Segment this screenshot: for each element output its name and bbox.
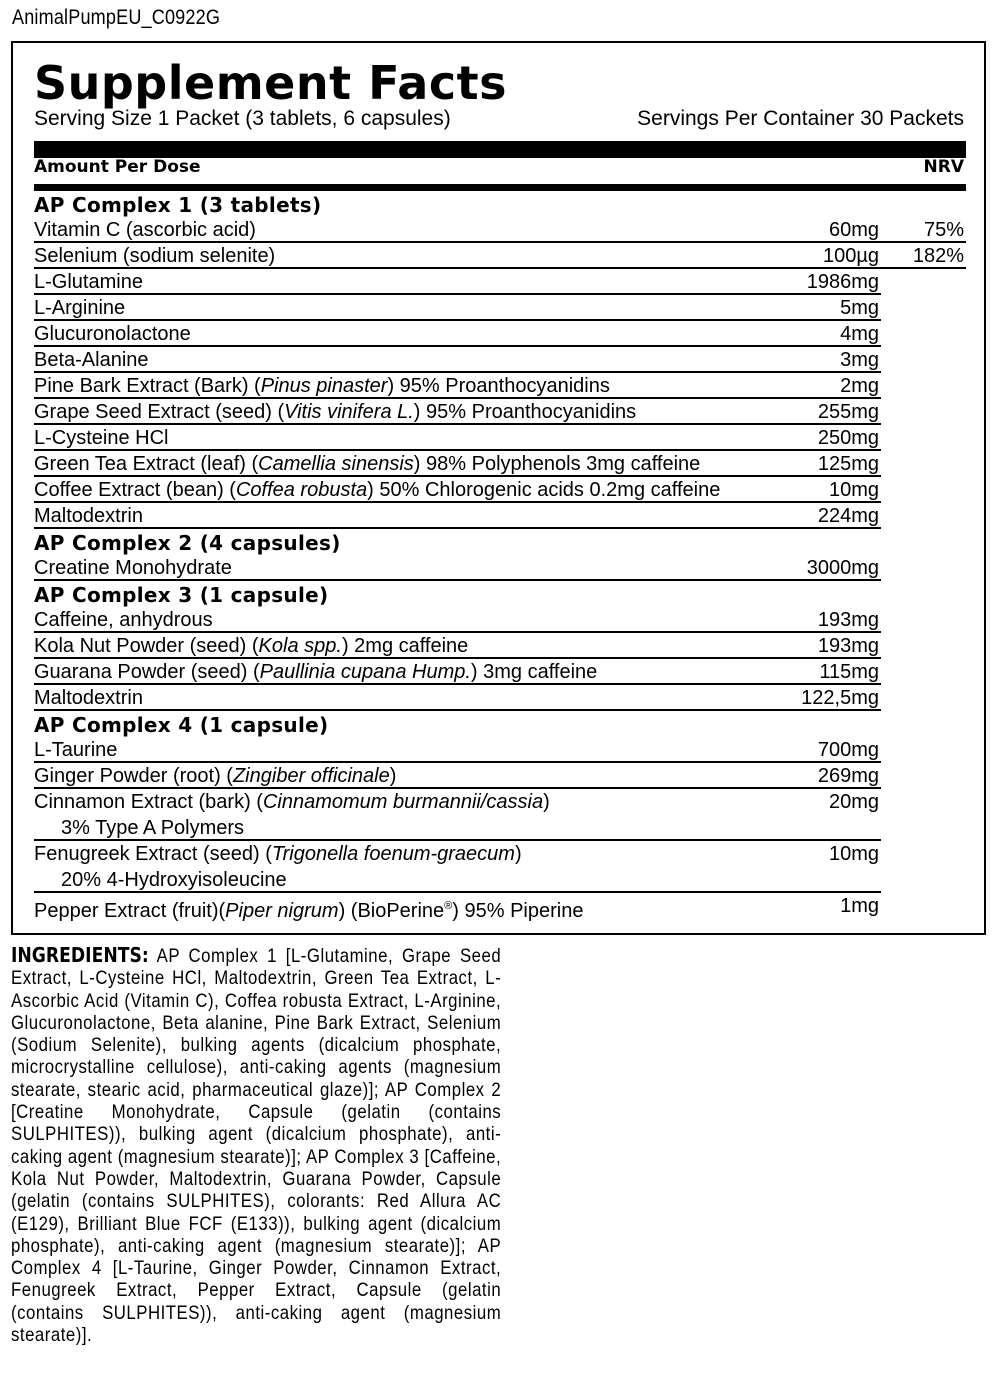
table-row [34,295,966,321]
botanical-name: Camellia sinensis [258,453,414,475]
table-row [34,373,966,399]
nutrient-name [34,349,149,371]
amount-value: 122,5mg [801,687,879,709]
table-row [34,321,966,347]
name-text-suffix: ) 95% Proanthocyanidins [413,401,637,423]
nutrient-name [34,323,191,345]
name-text: Pine Bark Extract (Bark) ( [34,375,261,397]
name-text: Beta-Alanine [34,349,149,371]
nutrient-name [34,609,213,631]
registered-mark: ® [444,900,453,912]
group-heading: AP Complex 2 (4 capsules) [34,531,341,555]
table-row [34,633,966,659]
name-text: L-Taurine [34,739,118,761]
amount-value: 269mg [817,765,879,787]
name-text-suffix: ) 3mg caffeine [470,661,598,683]
table-row [34,347,966,373]
thick-divider [34,141,966,158]
name-text: L-Glutamine [34,271,143,293]
nutrient-name [34,427,168,449]
name-text: Cinnamon Extract (bark) ( [34,791,263,813]
table-row [34,217,966,243]
ingredients-text: AP Complex 1 [L-Glutamine, Grape Seed Extract, L-Cysteine HCl, Maltodextrin, Green Tea Extract, L-Ascorbic Acid (Vitamin C), Coffea robusta Extract, L-Arginine, Glucuronolactone, Beta alanine, Pine Bark Extract, Selenium (Sodium Selenite), bulking agents (dicalcium phosphate, microcrystalline cellulose), anti-caking agents (magnesium stearate, stearic acid, pharmaceutical glaze)]; AP Complex 2 [Creatine Monohydrate, Capsule (gelatin (contains SULPHITES)), bulking agent (dicalcium phosphate), anti-caking agent (magnesium stearate)]; AP Complex 3 [Caffeine, Kola Nut Powder, Maltodextrin, Guarana Powder, Capsule (gelatin (contains SULPHITES), colorants: Red Allura AC (E129), Brilliant Blue FCF (E133)), bulking agent (dicalcium phosphate), anti-caking agent (magnesium stearate)]; AP Complex 4 [L-Taurine, Ginger Powder, Cinnamon Extract, Fenugreek Extract, Pepper Extract, Capsule (gelatin (contains SULPHITES)), anti-caking agent (magnesium stearate)]. [11,945,502,1347]
table-row [34,659,966,685]
nutrient-name [34,739,117,761]
table-row [34,555,966,581]
nutrient-name [34,479,720,501]
name-text-suffix: ) 2mg caffeine [341,635,469,657]
nutrient-table [34,191,966,922]
name-text-suffix: ) 95% Proanthocyanidins [387,375,610,397]
nutrient-name [34,765,396,787]
amount-value: 250mg [817,427,879,449]
serving-size: Serving Size 1 Packet (3 tablets, 6 capsules) [34,107,451,130]
nutrient-name [34,271,143,293]
name-text-suffix: ) [389,765,397,787]
name-text-suffix: ) 50% Chlorogenic acids 0.2mg caffeine [367,479,721,501]
table-row [34,477,966,503]
amount-value: 2mg [840,375,879,397]
name-text: L-Arginine [34,297,126,319]
botanical-name: Vitis vinifera L. [284,401,414,423]
nutrient-name [34,375,610,397]
medium-divider [34,184,966,191]
amount-per-dose-header: Amount Per Dose [34,157,201,177]
name-text: Guarana Powder (seed) ( [34,661,260,683]
name-text: Green Tea Extract (leaf) ( [34,453,259,475]
amount-value: 10mg [828,479,879,501]
table-row [34,399,966,425]
amount-value: 115mg [819,661,879,683]
amount-value: 3000mg [806,557,879,579]
name-text-suffix: ) 98% Polyphenols 3mg caffeine [413,453,701,475]
group-heading: AP Complex 3 (1 capsule) [34,583,329,607]
table-row [34,789,966,841]
name-text: Caffeine, anhydrous [34,609,213,631]
amount-value: 3mg [840,349,879,371]
botanical-name: Zingiber officinale [232,765,390,787]
name-text: Ginger Powder (root) ( [34,765,233,787]
group-heading: AP Complex 1 (3 tablets) [34,193,322,217]
name-text-suffix: ) [543,791,550,813]
nutrient-name [34,557,232,579]
botanical-name: Coffea robusta [235,479,368,501]
name-text: Glucuronolactone [34,323,191,345]
amount-value: 100µg [822,245,879,267]
name-text: Creatine Monohydrate [34,557,232,579]
name-text-suffix: ) (BioPerine [338,900,445,922]
botanical-name: Piper nigrum [225,900,339,922]
name-text: Kola Nut Powder (seed) ( [34,635,259,657]
name-text-suffix: ) [514,843,522,865]
nutrient-name [34,791,550,813]
table-row [34,763,966,789]
nrv-header: NRV [923,157,964,177]
table-row [34,425,966,451]
amount-value: 5mg [840,297,879,319]
nutrient-name [34,505,143,527]
amount-value: 1mg [840,895,879,917]
nutrient-name-continued: 20% 4-Hydroxyisoleucine [61,869,287,891]
amount-value: 700mg [817,739,879,761]
nrv-value: 182% [912,245,964,267]
nutrient-name [34,635,468,657]
botanical-name: Kola spp. [258,635,342,657]
botanical-name: Trigonella foenum-graecum [271,843,515,865]
nutrient-name [34,219,256,241]
panel-title: Supplement Facts [34,56,507,110]
table-row [34,893,966,922]
servings-per-container: Servings Per Container 30 Packets [637,107,964,130]
group-heading: AP Complex 4 (1 capsule) [34,713,329,737]
name-text: L-Cysteine HCl [34,427,169,449]
name-text: Maltodextrin [34,687,143,709]
nutrient-name [34,687,143,709]
amount-value: 1986mg [806,271,879,293]
name-text: Grape Seed Extract (seed) ( [34,401,285,423]
nutrient-name [34,895,583,922]
name-text-suffix: ) 95% Piperine [452,900,584,922]
nutrient-name [34,453,700,475]
supplement-facts-panel [11,41,986,935]
nrv-value: 75% [923,219,964,241]
amount-value: 4mg [840,323,879,345]
amount-value: 193mg [817,635,879,657]
name-text: Vitamin C (ascorbic acid) [34,219,256,241]
table-row [34,737,966,763]
amount-value: 125mg [817,453,879,475]
table-row [34,503,966,529]
ingredients-label: INGREDIENTS: [11,943,149,967]
amount-value: 224mg [817,505,879,527]
name-text: Fenugreek Extract (seed) ( [34,843,272,865]
file-code: AnimalPumpEU_C0922G [12,6,221,29]
table-row [34,243,966,269]
name-text: Pepper Extract (fruit)( [34,900,226,922]
nutrient-name [34,661,597,683]
nutrient-name [34,245,275,267]
botanical-name: Pinus pinaster [260,375,388,397]
table-row [34,685,966,711]
name-text: Coffee Extract (bean) ( [34,479,236,501]
table-row [34,841,966,893]
amount-value: 255mg [817,401,879,423]
table-row [34,451,966,477]
amount-value: 193mg [817,609,879,631]
botanical-name: Paullinia cupana Hump. [259,661,471,683]
table-row [34,269,966,295]
name-text: Maltodextrin [34,505,143,527]
nutrient-name [34,297,125,319]
nutrient-name [34,843,522,865]
amount-value: 60mg [828,219,879,241]
botanical-name: Cinnamomum burmannii/cassia [262,791,544,813]
amount-value: 10mg [828,843,879,865]
nutrient-name-continued: 3% Type A Polymers [61,817,245,839]
table-row [34,607,966,633]
amount-value: 20mg [828,791,879,813]
name-text: Selenium (sodium selenite) [34,245,276,267]
ingredients-paragraph [11,944,501,1346]
nutrient-name [34,401,636,423]
